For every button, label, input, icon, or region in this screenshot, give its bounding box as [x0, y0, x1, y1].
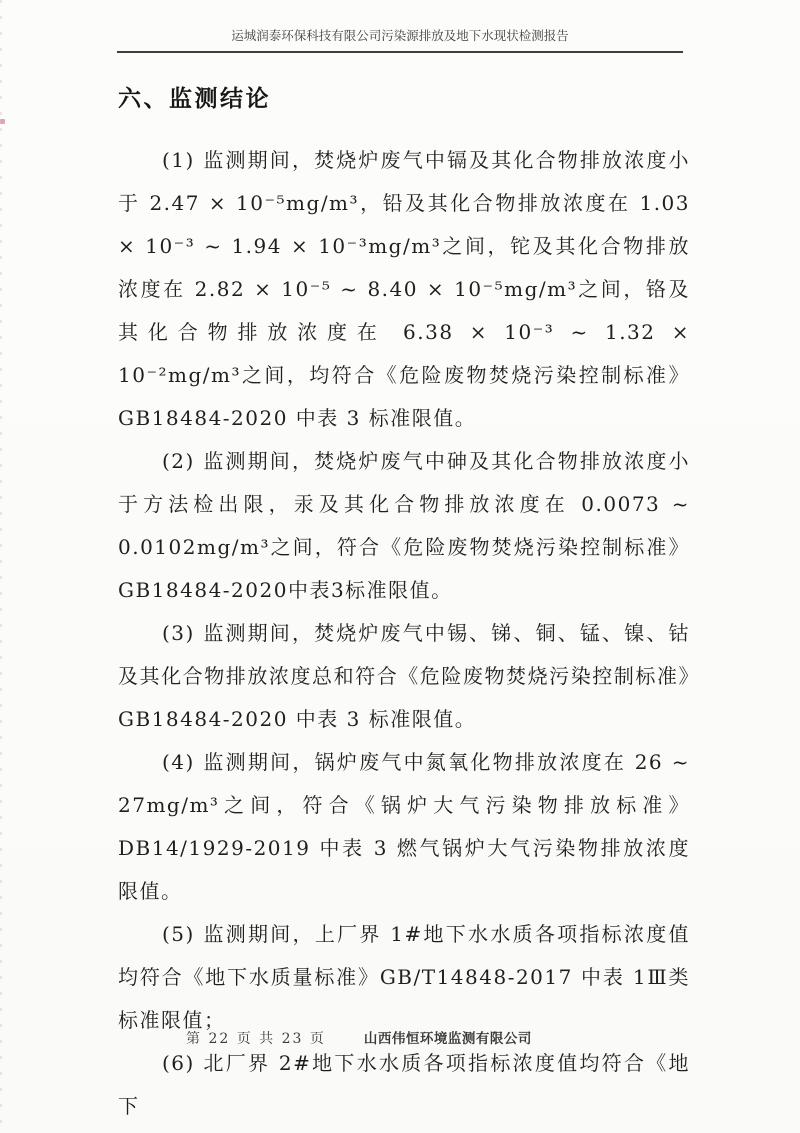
- conclusion-paragraph-4: (4) 监测期间，锅炉废气中氮氧化物排放浓度在 26 ~ 27mg/m³之间，符合《锅炉大气污染物排放标准》DB14/1929-2019 中表 3 燃气锅炉大气污染物排放浓度限值。: [118, 750, 690, 903]
- conclusion-paragraph-5: (5) 监测期间，上厂界 1#地下水水质各项指标浓度值均符合《地下水质量标准》GB/T14848-2017 中表 1Ⅲ类标准限值；: [118, 922, 690, 1032]
- conclusion-paragraph-3: (3) 监测期间，焚烧炉废气中锡、锑、铜、锰、镍、钴及其化合物排放浓度总和符合《危险废物焚烧污染控制标准》GB18484-2020 中表 3 标准限值。: [118, 621, 690, 731]
- page-footer: [186, 1027, 532, 1048]
- report-body: [118, 86, 690, 1128]
- scan-speck: [0, 119, 5, 124]
- report-header-title: 运城润泰环保科技有限公司污染源排放及地下水现状检测报告: [231, 28, 569, 43]
- conclusion-paragraph-2: (2) 监测期间，焚烧炉废气中砷及其化合物排放浓度小于方法检出限，汞及其化合物排放浓度在 0.0073 ~ 0.0102mg/m³之间，符合《危险废物焚烧污染控制标准》GB18484-2020中表3标准限值。: [118, 449, 690, 602]
- header-rule: [117, 51, 683, 53]
- conclusion-paragraph-6: (6) 北厂界 2#地下水水质各项指标浓度值均符合《地下: [118, 1051, 690, 1118]
- section-heading: 六、监测结论: [118, 86, 271, 112]
- conclusion-paragraph-1: (1) 监测期间，焚烧炉废气中镉及其化合物排放浓度小于 2.47 × 10⁻⁵mg/m³，铅及其化合物排放浓度在 1.03 × 10⁻³ ~ 1.94 × 10⁻³mg/m³之间，铊及其化合物排放浓度在 2.82 × 10⁻⁵ ~ 8.40 × 10⁻⁵mg/m³之间，铬及其化合物排放浓度在 6.38 × 10⁻³ ~ 1.32 × 10⁻²mg/m³之间，均符合《危险废物焚烧污染控制标准》GB18484-2020 中表 3 标准限值。: [118, 148, 690, 430]
- scan-edge-artifact: [0, 0, 2, 1133]
- page-number-indicator: 第 22 页 共 23 页: [186, 1031, 326, 1047]
- footer-company-name: 山西伟恒环境监测有限公司: [363, 1031, 532, 1047]
